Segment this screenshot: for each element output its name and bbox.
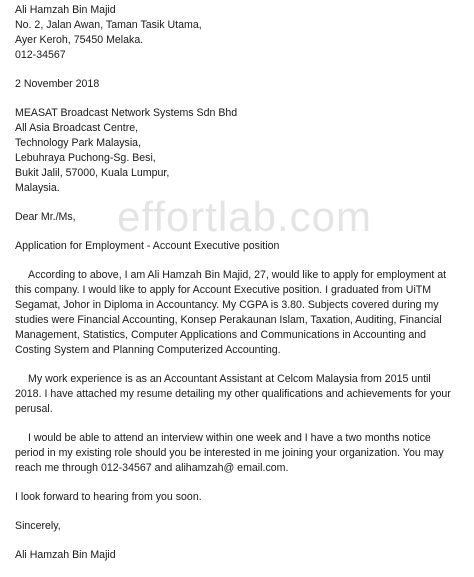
sender-address-line2: Ayer Keroh, 75450 Melaka. [15,34,144,46]
spacer [15,476,458,490]
spacer [15,196,458,210]
spacer [15,505,458,519]
signoff: Sincerely, [15,520,61,532]
watermark-text: effortlab.com [117,193,373,240]
recipient-line2: Technology Park Malaysia, [15,137,142,149]
spacer [15,254,458,268]
body-paragraph-1: According to above, I am Ali Hamzah Bin Majid, 27, would like to apply for employment at this company. I would like to apply for Account Executive position. I graduated from UiTM Segamat, Johor in Diploma in Accountancy. My CGPA is 3.80. Subjects covered during my studies were Financial Accounting, Konsep Perakaunan Islam, Taxation, Auditing, Financial Management, Statistics, Computer Applications and Communications in Accounting and Costing System and Planning Computerized Accounting. [15,269,447,356]
subject-line: Application for Employment - Account Executive position [15,240,280,252]
spacer [15,534,458,548]
sender-phone: 012-34567 [15,49,66,61]
body-paragraph-2: My work experience is as an Accountant Assistant at Celcom Malaysia from 2015 until 2018. I have attached my resume detailing my other qualifications and achievements for your perusal. [15,373,451,415]
recipient-company: MEASAT Broadcast Network Systems Sdn Bhd [15,107,238,119]
recipient-line3: Lebuhraya Puchong-Sg. Besi, [15,152,156,164]
recipient-line4: Bukit Jalil, 57000, Kuala Lumpur, [15,167,170,179]
spacer [15,225,458,239]
recipient-block [15,106,458,196]
spacer [15,63,458,77]
sender-name: Ali Hamzah Bin Majid [15,4,116,16]
spacer [15,417,458,431]
body-paragraph-3: I would be able to attend an interview within one week and I have a two months notice period in my existing role should you be interested in me joining your organization. You may reach me through 012-34567 and alihamzah@ email.com. [15,432,444,474]
spacer [15,358,458,372]
salutation: Dear Mr./Ms, [15,211,76,223]
letter-date: 2 November 2018 [15,78,100,90]
recipient-line1: All Asia Broadcast Centre, [15,122,139,134]
sender-block [15,3,458,63]
recipient-line5: Malaysia. [15,182,60,194]
signature-name: Ali Hamzah Bin Majid [15,549,116,561]
sender-address-line1: No. 2, Jalan Awan, Taman Tasik Utama, [15,19,202,31]
spacer [15,92,458,106]
closing-line: I look forward to hearing from you soon. [15,491,202,503]
